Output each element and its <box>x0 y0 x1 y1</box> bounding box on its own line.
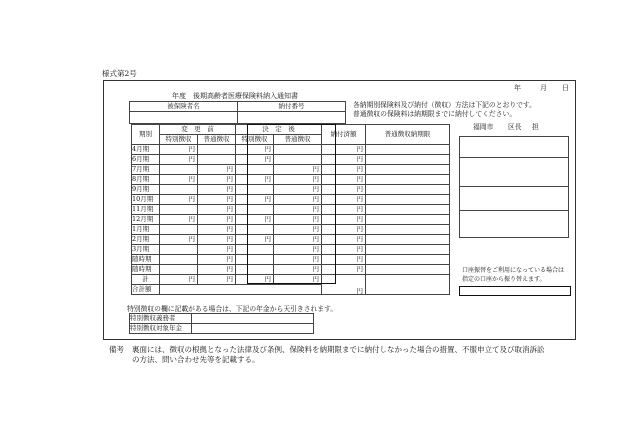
date-year: 年 <box>514 84 521 92</box>
before-ordinary-cell: 円 <box>198 215 236 225</box>
before-ordinary-cell: 円 <box>198 195 236 205</box>
decided-ordinary-cell: 円 <box>274 225 322 235</box>
decided-column-outline <box>247 124 336 284</box>
paid-cell: 円 <box>322 165 366 175</box>
paid-cell: 円 <box>322 235 366 245</box>
before-special-cell: 円 <box>160 215 198 225</box>
before-special-cell <box>160 225 198 235</box>
decided-special-cell: 円 <box>236 215 274 225</box>
due-date-cell <box>366 235 450 245</box>
due-date-cell <box>366 225 450 235</box>
decided-ordinary-cell: 円 <box>274 185 322 195</box>
decided-ordinary-cell: 円 <box>274 175 322 185</box>
paid-cell: 円 <box>322 255 366 265</box>
paid-cell: 円 <box>322 175 366 185</box>
due-date-cell <box>366 215 450 225</box>
period-cell: 11月期 <box>132 205 160 215</box>
form-number: 様式第2号 <box>102 69 137 78</box>
date-day: 日 <box>562 84 569 92</box>
period-cell: 12月期 <box>132 215 160 225</box>
remark-line-2: の方法、問い合わせ先等を記載する。 <box>132 355 260 364</box>
due-date-cell <box>366 145 450 155</box>
special-note: 特別徴収の欄に記載がある場合は、下記の年金から天引きされます。 <box>127 305 338 313</box>
before-special-cell: 円 <box>160 235 198 245</box>
decided-special-header: 特別徴収 <box>236 135 274 145</box>
period-cell: 7月期 <box>132 165 160 175</box>
due-date-cell <box>366 265 450 275</box>
before-special-cell: 円 <box>160 145 198 155</box>
before-ordinary-cell: 円 <box>198 265 236 275</box>
decided-header: 決 定 後 <box>236 125 322 135</box>
paid-cell: 円 <box>322 215 366 225</box>
due-date-cell <box>366 165 450 175</box>
period-cell: 2月期 <box>132 235 160 245</box>
total-decided-ordinary: 円 <box>274 275 322 285</box>
decided-ordinary-cell: 円 <box>274 255 322 265</box>
before-ordinary-cell: 円 <box>198 225 236 235</box>
period-cell: 10月期 <box>132 195 160 205</box>
special-table <box>129 313 314 334</box>
insured-name-value <box>130 112 238 124</box>
period-cell: 4月期 <box>132 145 160 155</box>
special-obligor-label: 特別徴収義務者 <box>130 314 192 324</box>
grand-total-value <box>160 285 322 295</box>
paid-cell: 円 <box>322 225 366 235</box>
before-ordinary-cell: 円 <box>198 255 236 265</box>
notice-title: 年度 後期高齢者医療保険料納入通知書 <box>172 92 298 100</box>
paid-cell: 円 <box>322 145 366 155</box>
city-table <box>459 136 569 238</box>
decided-ordinary-cell: 円 <box>274 195 322 205</box>
payment-number-value <box>238 112 346 124</box>
before-special-cell <box>160 185 198 195</box>
due-date-cell <box>366 175 450 185</box>
decided-ordinary-cell: 円 <box>274 265 322 275</box>
decided-special-cell: 円 <box>236 195 274 205</box>
decided-ordinary-cell: 円 <box>274 245 322 255</box>
special-pension-label: 特別徴収対象年金 <box>130 324 192 334</box>
header-table <box>129 101 346 124</box>
before-ordinary-cell: 円 <box>198 185 236 195</box>
period-cell: 3月期 <box>132 245 160 255</box>
paid-header: 納付済額 <box>322 125 366 145</box>
payment-number-header: 納付番号 <box>238 102 346 112</box>
decided-ordinary-cell: 円 <box>274 215 322 225</box>
bank-note-line-2: 指定の口座から振り替えます。 <box>462 276 546 283</box>
period-cell: 随時期 <box>132 255 160 265</box>
bank-note-line-1: 口座振替をご利用になっている場合は <box>462 267 565 274</box>
paid-cell: 円 <box>322 185 366 195</box>
date-month: 月 <box>540 84 547 92</box>
due-date-cell <box>366 245 450 255</box>
period-cell: 9月期 <box>132 185 160 195</box>
before-ordinary-cell: 円 <box>198 245 236 255</box>
period-header: 期別 <box>132 125 160 145</box>
due-date-cell <box>366 255 450 265</box>
note-line-1: 各納期別保険料及び納付（徴収）方法は下記のとおりです。 <box>353 101 536 109</box>
city-name: 福岡市 <box>473 123 494 131</box>
before-ordinary-cell <box>198 145 236 155</box>
grand-total-paid: 円 <box>322 275 366 295</box>
period-cell: 1月期 <box>132 225 160 235</box>
decided-special-cell: 円 <box>236 155 274 165</box>
due-date-cell <box>366 155 450 165</box>
before-header: 変 更 前 <box>160 125 236 135</box>
period-cell: 8月期 <box>132 175 160 185</box>
grand-total-label: 合計額 <box>132 285 160 295</box>
decided-ordinary-cell: 円 <box>274 235 322 245</box>
city-name-cell <box>460 137 569 158</box>
paid-cell: 円 <box>322 155 366 165</box>
paid-cell: 円 <box>322 265 366 275</box>
before-special-cell <box>160 165 198 175</box>
before-special-cell <box>160 245 198 255</box>
period-cell: 6月期 <box>132 155 160 165</box>
before-ordinary-cell <box>198 155 236 165</box>
decided-special-cell: 円 <box>236 145 274 155</box>
total-decided-special: 円 <box>236 275 274 285</box>
total-before-special: 円 <box>160 275 198 285</box>
bank-account-box <box>459 286 571 296</box>
insured-name-header: 被保険者名 <box>130 102 238 112</box>
total-before-ordinary: 円 <box>198 275 236 285</box>
city-title: 担 <box>532 123 539 131</box>
before-special-header: 特別徴収 <box>160 135 198 145</box>
period-cell: 随時期 <box>132 265 160 275</box>
decided-ordinary-header: 普通徴収 <box>274 135 322 145</box>
decided-ordinary-cell: 円 <box>274 205 322 215</box>
note-line-2: 普通徴収の保険料は納期限までに納付してください。 <box>353 110 517 118</box>
before-special-cell <box>160 265 198 275</box>
decided-special-cell: 円 <box>236 235 274 245</box>
due-header: 普通徴収納期限 <box>366 125 450 145</box>
paid-cell: 円 <box>322 245 366 255</box>
before-special-cell: 円 <box>160 155 198 165</box>
decided-special-cell: 円 <box>236 175 274 185</box>
before-special-cell <box>160 205 198 215</box>
city-blank-2 <box>460 187 569 211</box>
before-ordinary-cell: 円 <box>198 235 236 245</box>
city-office: 区長 <box>508 123 522 131</box>
due-date-cell <box>366 195 450 205</box>
paid-cell: 円 <box>322 195 366 205</box>
remark-label: 備考 <box>109 345 124 354</box>
due-date-cell <box>366 205 450 215</box>
before-ordinary-cell: 円 <box>198 165 236 175</box>
before-ordinary-cell: 円 <box>198 205 236 215</box>
city-blank-1 <box>460 158 569 187</box>
before-special-cell: 円 <box>160 195 198 205</box>
city-blank-3 <box>460 211 569 238</box>
due-date-cell <box>366 185 450 195</box>
decided-ordinary-cell: 円 <box>274 165 322 175</box>
total-label: 計 <box>132 275 160 285</box>
before-special-cell <box>160 255 198 265</box>
remark-line-1: 裏面には、徴収の根拠となった法律及び条例、保険料を納期限までに納付しなかった場合の措置、不服申立て及び取消訴訟 <box>132 345 545 354</box>
before-special-cell: 円 <box>160 175 198 185</box>
special-pension-value <box>192 324 314 334</box>
grand-total-due <box>366 275 450 295</box>
paid-cell: 円 <box>322 205 366 215</box>
special-obligor-value <box>192 314 314 324</box>
before-ordinary-header: 普通徴収 <box>198 135 236 145</box>
before-ordinary-cell: 円 <box>198 175 236 185</box>
